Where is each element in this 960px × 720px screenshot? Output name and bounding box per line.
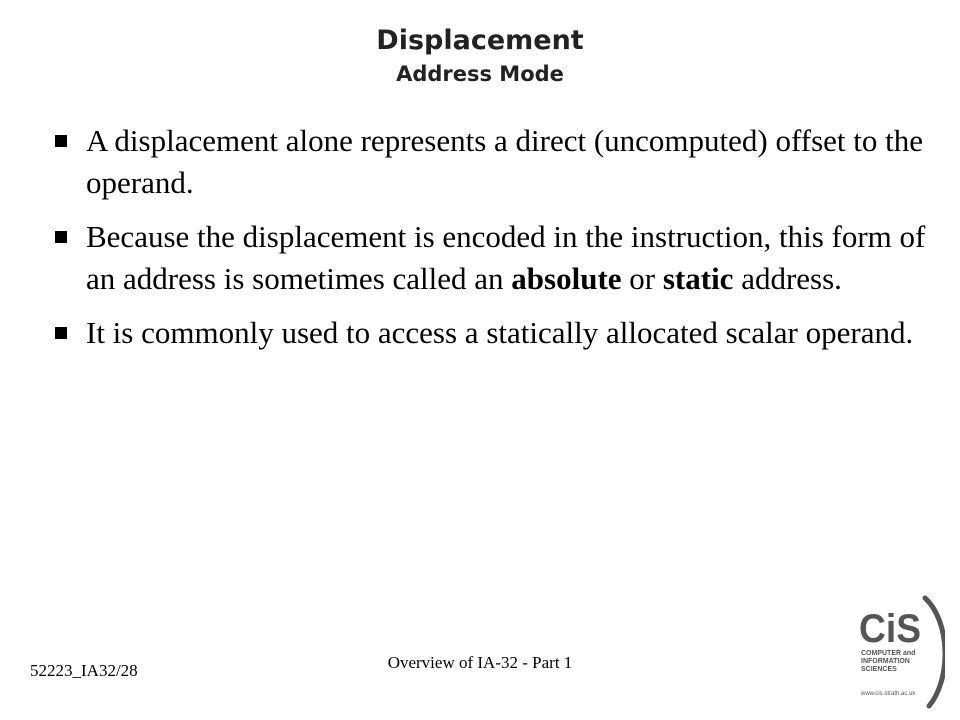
logo-arc <box>925 598 945 706</box>
footer-title: Overview of IA-32 - Part 1 <box>387 653 573 672</box>
logo-url: www.cis.strath.ac.uk <box>861 691 916 697</box>
square-bullet-icon <box>55 135 67 147</box>
square-bullet-icon <box>55 327 67 339</box>
square-bullet-icon <box>55 231 67 243</box>
title-block <box>0 22 960 88</box>
cis-logo <box>855 592 945 710</box>
bullet-list <box>50 120 930 366</box>
slide-subtitle: Address Mode <box>396 62 564 86</box>
logo-line-2: INFORMATION <box>861 658 910 665</box>
bold-term-static: static <box>662 261 734 296</box>
bullet-text-run: address. <box>733 261 842 296</box>
bullet-text-run: or <box>621 261 663 296</box>
bullet-text-run: Because the displacement is encoded in the instruction, this form of an address is sometimes called an <box>86 219 926 296</box>
logo-line-3: SCIENCES <box>861 666 897 673</box>
bullet-item <box>50 312 930 354</box>
footer-slide-code: 52223_IA32/28 <box>30 661 138 680</box>
bullet-text <box>86 219 925 296</box>
bullet-text: It is commonly used to access a statically allocated scalar operand. <box>86 315 914 350</box>
bullet-text: A displacement alone represents a direct (uncomputed) offset to the operand. <box>86 123 923 200</box>
logo-line-1: COMPUTER and <box>861 650 916 657</box>
bold-term-absolute: absolute <box>511 261 622 296</box>
logo-mark: CiS <box>859 607 921 651</box>
bullet-item <box>50 216 930 300</box>
slide-title: Displacement <box>376 25 584 56</box>
bullet-item <box>50 120 930 204</box>
